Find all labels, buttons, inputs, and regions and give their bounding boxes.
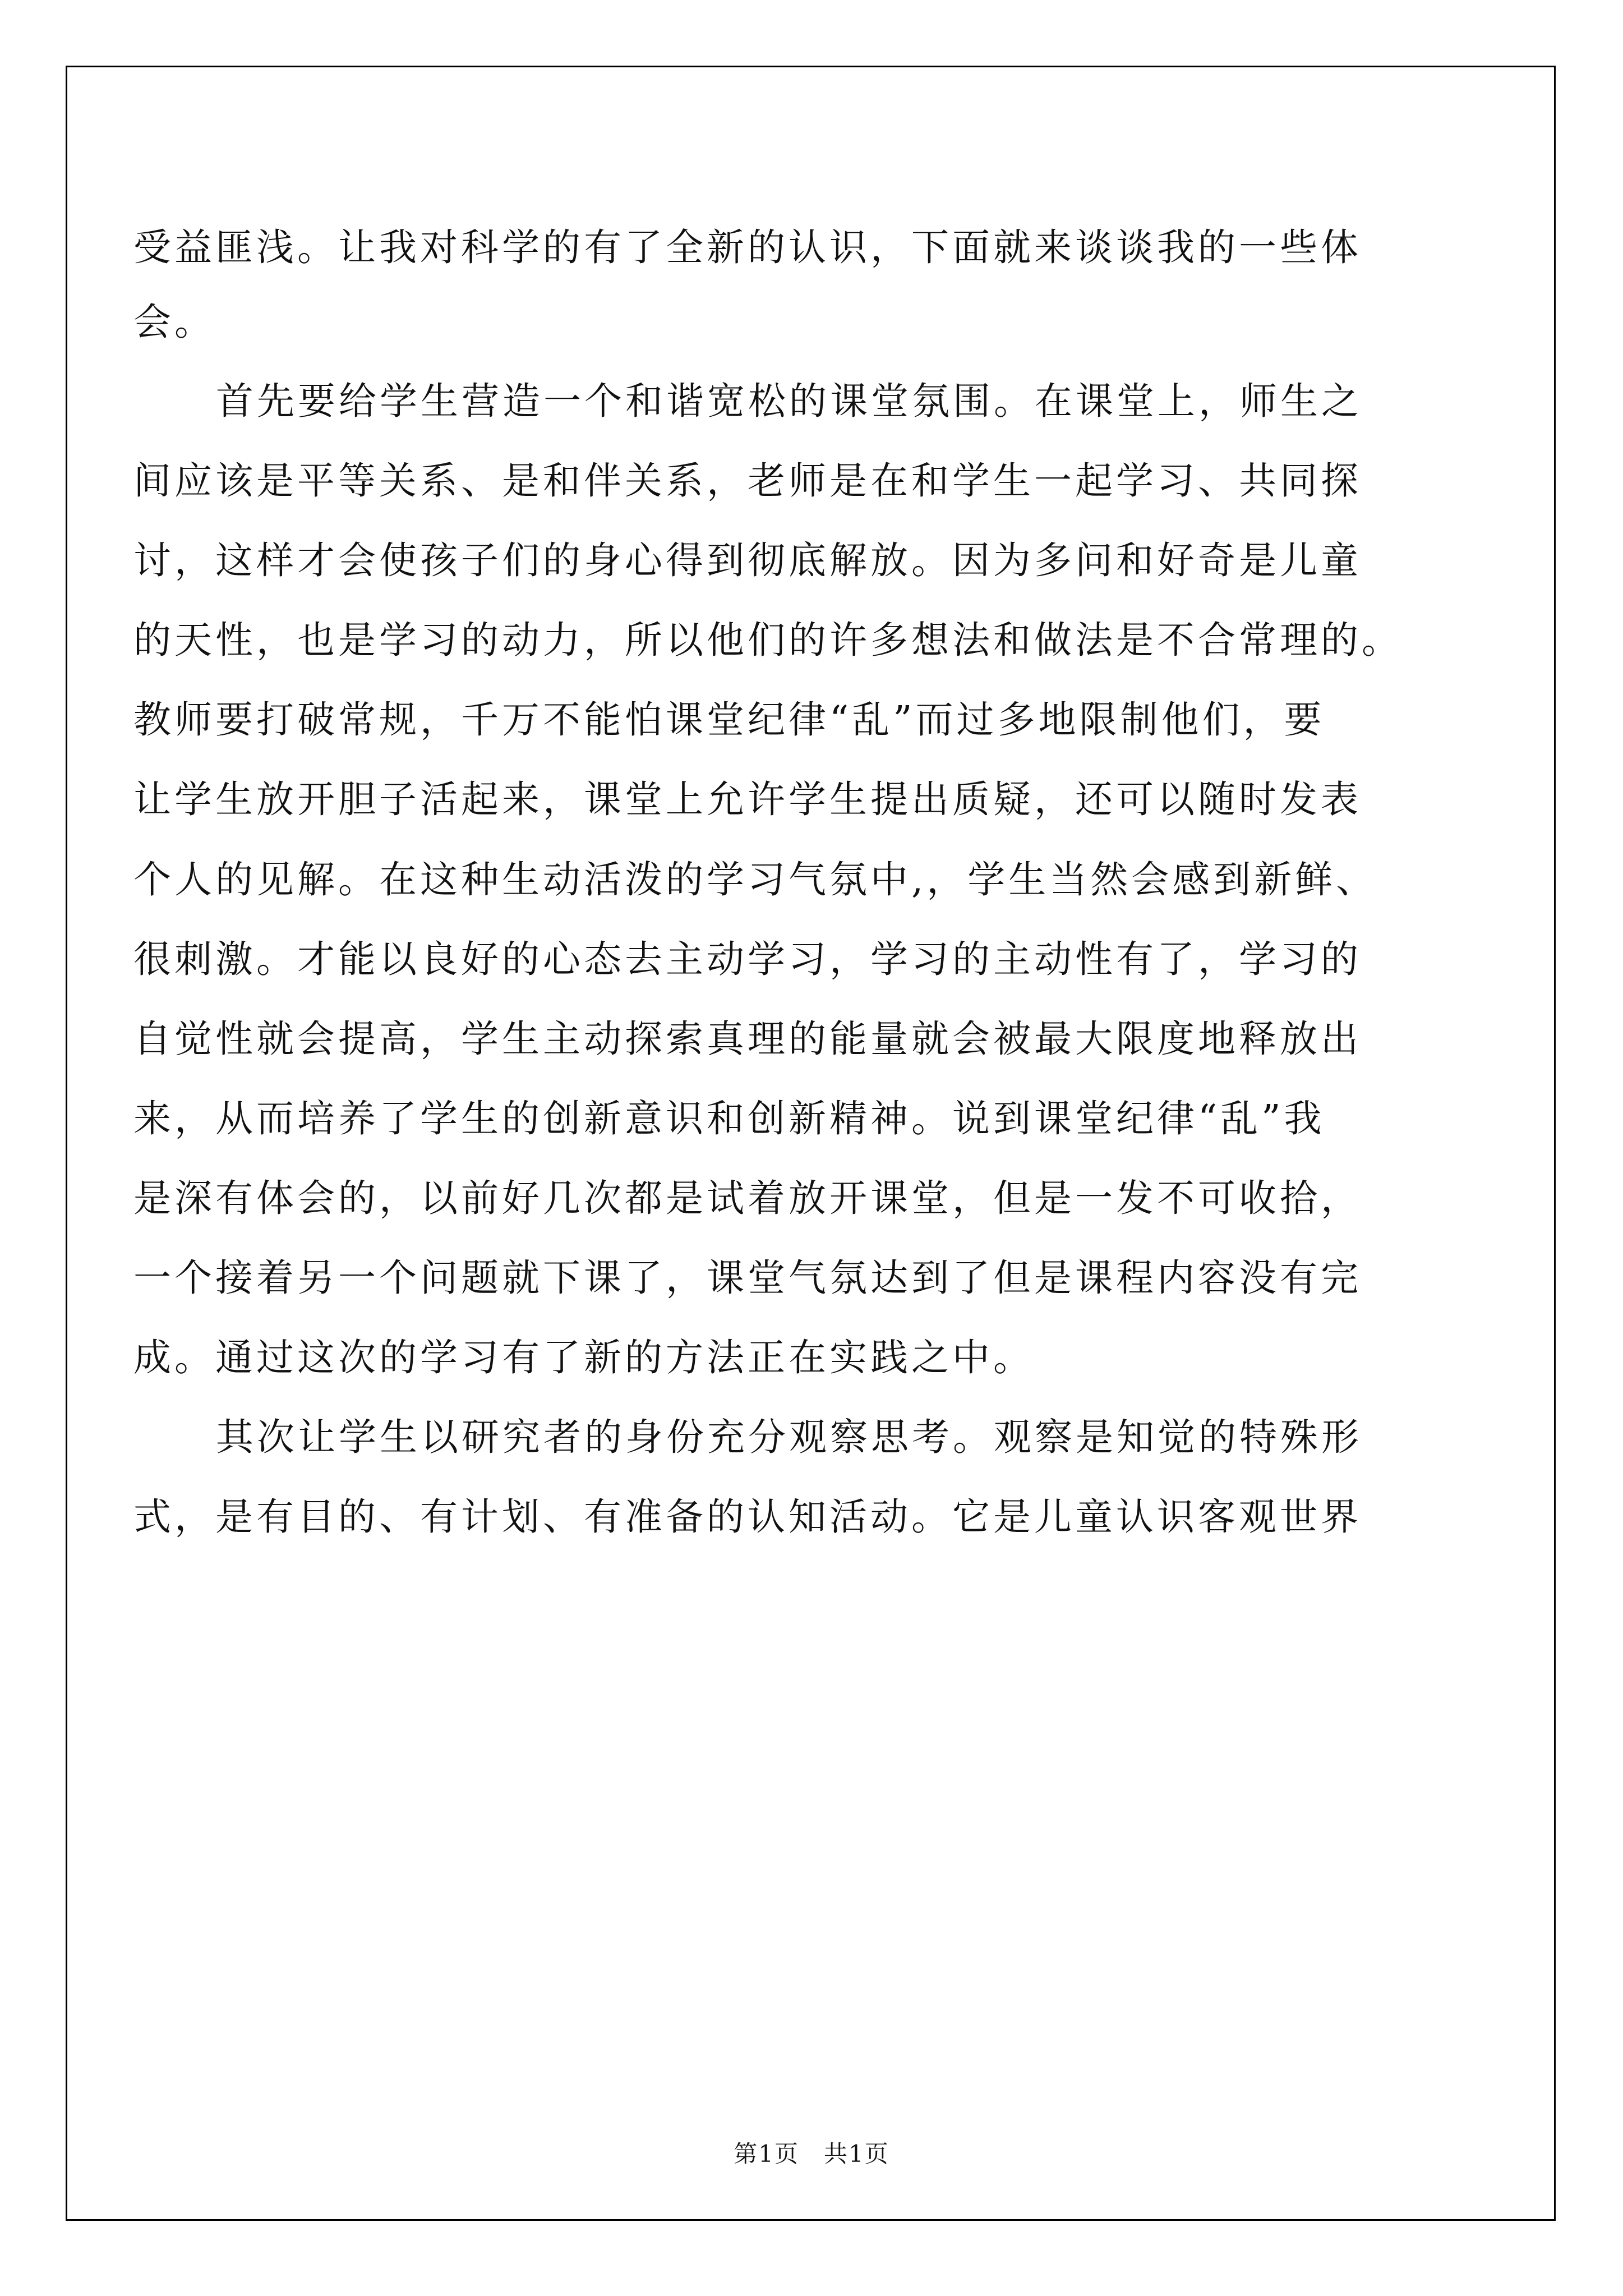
paragraph-first-line: 首先要给学生营造一个和谐宽松的课堂氛围。在课堂上，师生之 bbox=[216, 379, 1362, 423]
text-line: 会。 bbox=[133, 300, 215, 344]
text-line: 式，是有目的、有计划、有准备的认知活动。它是儿童认识客观世界 bbox=[133, 1495, 1362, 1539]
text-line: 间应该是平等关系、是和伴关系，老师是在和学生一起学习、共同探 bbox=[133, 459, 1362, 503]
paragraph-first-line: 其次让学生以研究者的身份充分观察思考。观察是知觉的特殊形 bbox=[216, 1415, 1362, 1459]
text-line: 受益匪浅。让我对科学的有了全新的认识，下面就来谈谈我的一些体 bbox=[133, 226, 1362, 269]
text-line: 教师要打破常规，千万不能怕课堂纪律“乱”而过多地限制他们，要 bbox=[133, 698, 1325, 742]
page-footer: 第1页 共1页 bbox=[734, 2140, 889, 2168]
text-line: 是深有体会的，以前好几次都是试着放开课堂，但是一发不可收拾， bbox=[133, 1176, 1362, 1220]
text-line: 自觉性就会提高，学生主动探索真理的能量就会被最大限度地释放出 bbox=[133, 1017, 1362, 1061]
text-line: 个人的见解。在这种生动活泼的学习气氛中,，学生当然会感到新鲜、 bbox=[133, 858, 1377, 901]
text-line: 讨，这样才会使孩子们的身心得到彻底解放。因为多问和好奇是儿童 bbox=[133, 539, 1362, 582]
text-line: 的天性，也是学习的动力，所以他们的许多想法和做法是不合常理的。 bbox=[133, 618, 1403, 662]
text-line: 让学生放开胆子活起来，课堂上允许学生提出质疑，还可以随时发表 bbox=[133, 777, 1362, 821]
text-line: 成。通过这次的学习有了新的方法正在实践之中。 bbox=[133, 1336, 1034, 1379]
text-line: 来，从而培养了学生的创新意识和创新精神。说到课堂纪律“乱”我 bbox=[133, 1097, 1325, 1140]
text-line: 一个接着另一个问题就下课了，课堂气氛达到了但是课程内容没有完 bbox=[133, 1256, 1362, 1300]
text-line: 很刺激。才能以良好的心态去主动学习，学习的主动性有了，学习的 bbox=[133, 937, 1362, 981]
